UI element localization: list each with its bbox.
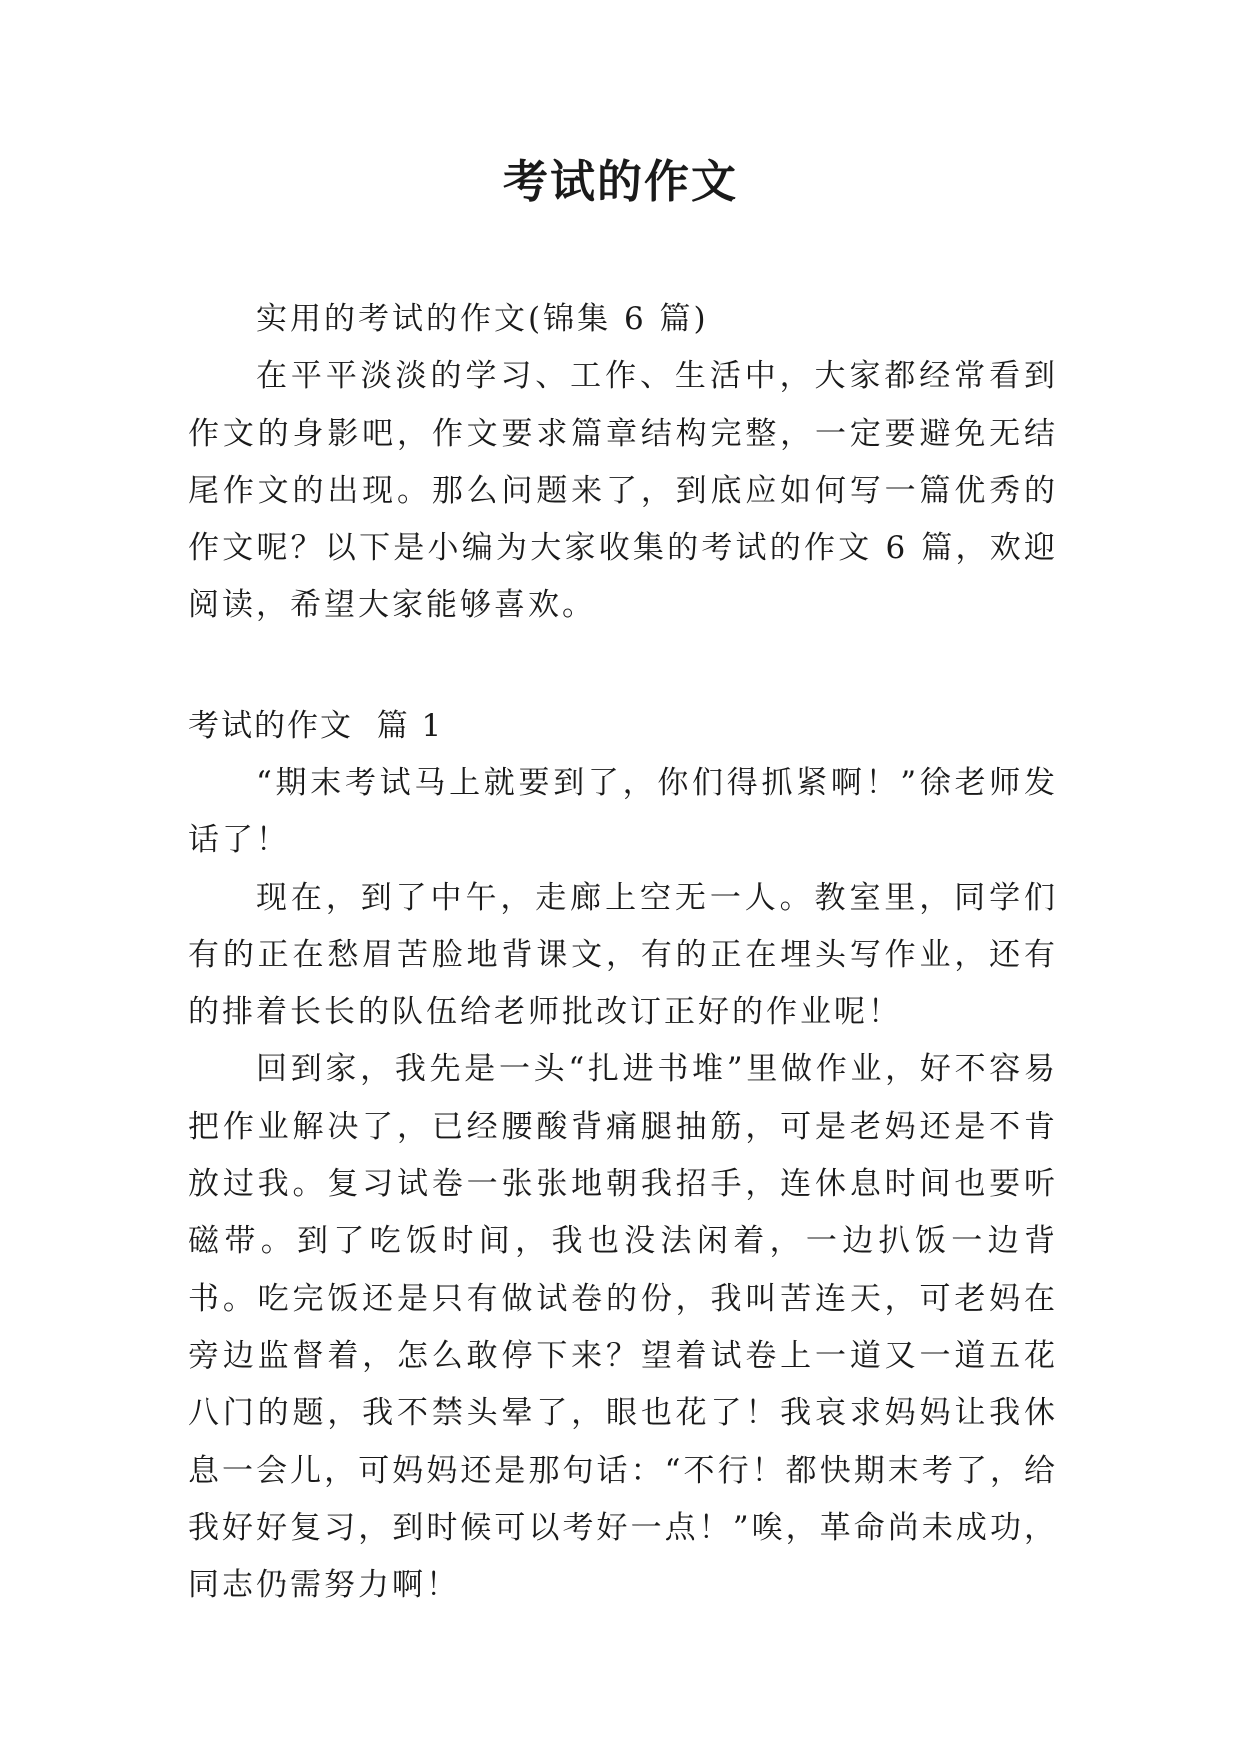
document-title: 考试的作文: [502, 155, 738, 208]
intro-paragraph: 在平平淡淡的学习、工作、生活中，大家都经常看到作文的身影吧，作文要求篇章结构完整，一定要避免无结尾作文的出现。那么问题来了，到底应如何写一篇优秀的作文呢？以下是小编为大家收集的考试的作文 6 篇，欢迎阅读，希望大家能够喜欢。: [188, 358, 1058, 624]
intro-section: [188, 291, 1058, 635]
article-body: [188, 755, 1058, 1614]
article-paragraph-1: “期末考试马上就要到了，你们得抓紧啊！”徐老师发话了！: [188, 765, 1058, 859]
section-heading: 考试的作文 篇 1: [188, 708, 444, 744]
intro-subtitle: 实用的考试的作文(锦集 6 篇): [256, 301, 709, 337]
article-paragraph-2: 现在，到了中午，走廊上空无一人。教室里，同学们有的正在愁眉苦脸地背课文，有的正在埋头写作业，还有的排着长长的队伍给老师批改订正好的作业呢！: [188, 879, 1058, 1031]
article-paragraph-3: 回到家，我先是一头“扎进书堆”里做作业，好不容易把作业解决了，已经腰酸背痛腿抽筋，可是老妈还是不肯放过我。复习试卷一张张地朝我招手，连休息时间也要听磁带。到了吃饭时间，我也没法闲着，一边扒饭一边背书。吃完饭还是只有做试卷的份，我叫苦连天，可老妈在旁边监督着，怎么敢停下来？望着试卷上一道又一道五花八门的题，我不禁头晕了，眼也花了！我哀求妈妈让我休息一会儿，可妈妈还是那句话：“不行！都快期末考了，给我好好复习，到时候可以考好一点！”唉，革命尚未成功，同志仍需努力啊！: [188, 1051, 1058, 1604]
